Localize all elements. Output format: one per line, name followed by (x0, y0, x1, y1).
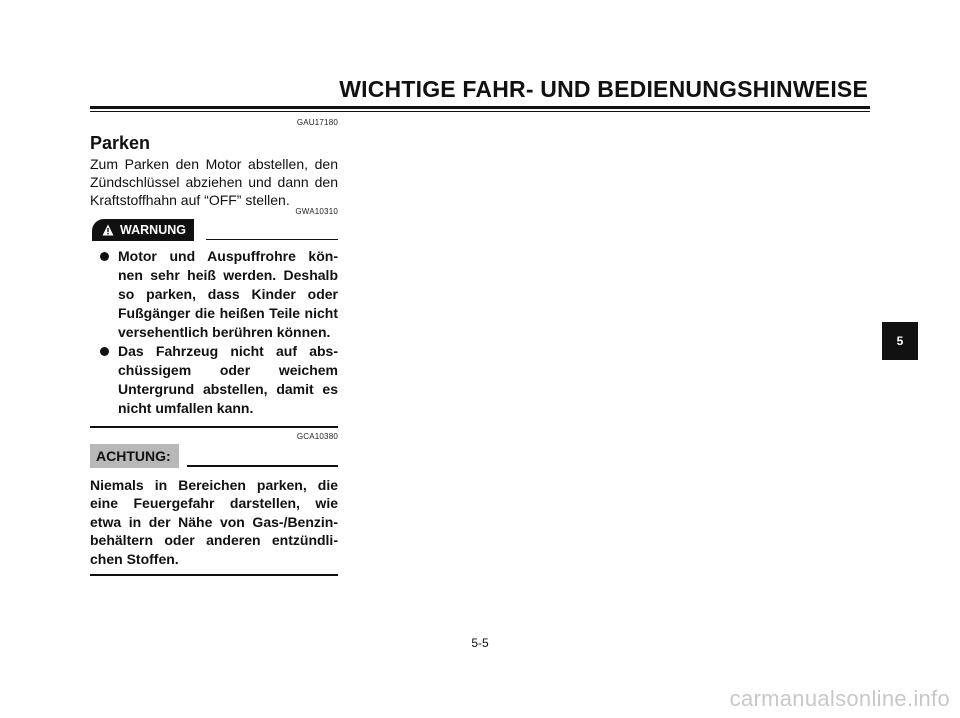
page-header-title: WICHTIGE FAHR- UND BEDIENUNGSHINWEISE (339, 76, 868, 102)
warning-item-text: Motor und Auspuffrohre kön- nen sehr heiß werden. Deshalb so parken, dass Kinder oder Fußgänger die heißen Teile nicht versehentlich berühren können. (118, 248, 338, 340)
section-body: Zum Parken den Motor abstellen, den Zündschlüssel abziehen und dann den Kraftstoffhahn auf “OFF” stellen. (90, 156, 338, 208)
warning-badge (92, 219, 194, 241)
caution-badge: ACHTUNG: (90, 444, 179, 468)
warning-header-rule (206, 239, 338, 241)
warning-end-rule (90, 426, 338, 428)
bullet-dot-icon (100, 252, 109, 261)
warning-header (90, 219, 338, 241)
page-number: 5-5 (471, 636, 489, 650)
section-title: Parken (90, 133, 151, 153)
warning-list (90, 247, 338, 418)
warning-item (90, 342, 338, 418)
warning-item (90, 247, 338, 342)
warning-item-text: Das Fahrzeug nicht auf abs- chüssigem oder weichem Untergrund abstellen, damit es nicht umfallen kann. (118, 343, 338, 416)
section-code: GAU17180 (296, 118, 338, 127)
caution-header (90, 444, 338, 468)
caution-end-rule (90, 574, 338, 576)
warning-triangle-icon (102, 224, 114, 236)
content-column (90, 118, 338, 576)
header-rule (90, 106, 870, 109)
caution-code: GCA10380 (296, 431, 338, 441)
header-rule-thin (90, 111, 870, 112)
watermark: carmanualsonline.info (729, 686, 950, 711)
warning-label: WARNUNG (120, 223, 186, 237)
caution-header-rule (187, 465, 338, 467)
warning-code: GWA10310 (295, 207, 338, 216)
bullet-dot-icon (100, 347, 109, 356)
chapter-tab: 5 (882, 322, 918, 360)
caution-text: Niemals in Bereichen parken, die eine Feuergefahr darstellen, wie etwa in der Nähe von Gas-/Benzin- behältern oder anderen entzündli- chen Stoffen. (90, 476, 338, 567)
